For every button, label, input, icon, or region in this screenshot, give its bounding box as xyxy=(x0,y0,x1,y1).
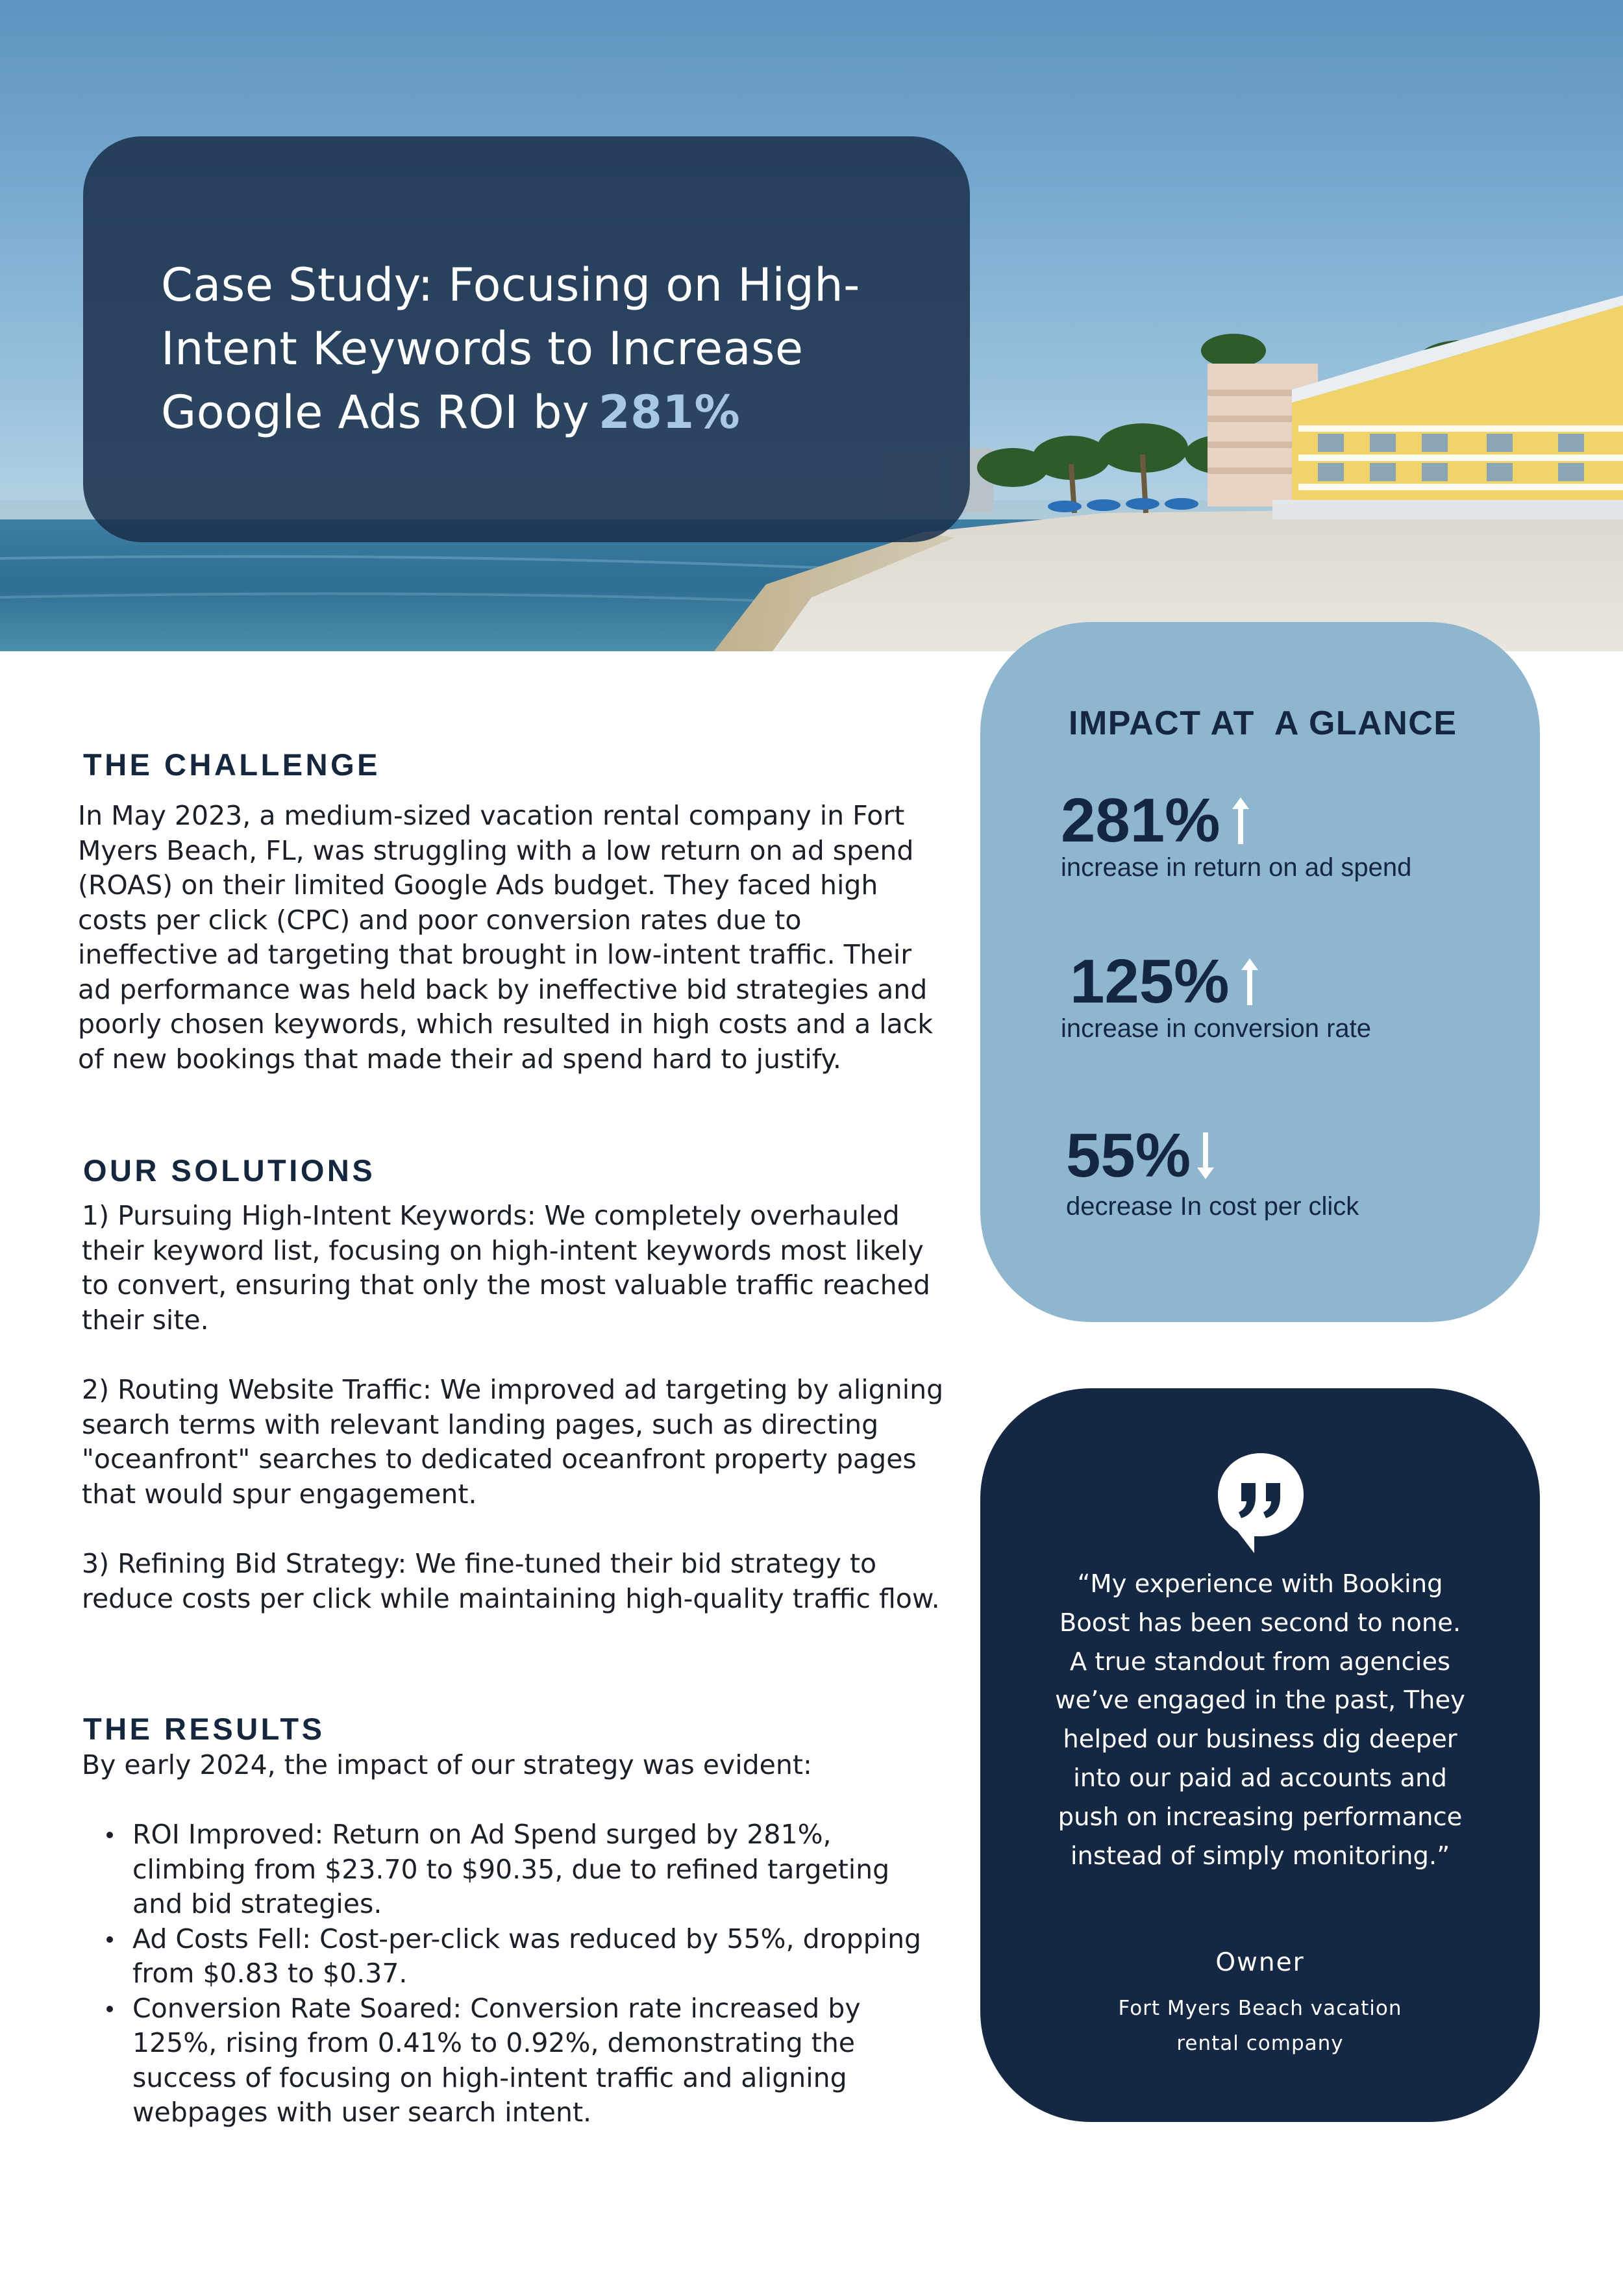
testimonial-card xyxy=(980,1388,1540,2122)
impact-at-a-glance-card xyxy=(980,622,1540,1322)
stat-conversion-value: 125% xyxy=(1070,947,1230,1016)
stat-cpc-label: decrease In cost per click xyxy=(1066,1192,1359,1221)
results-heading: THE RESULTS xyxy=(83,1712,325,1746)
result-bullet-cpc xyxy=(82,1922,945,1991)
hero-banner xyxy=(0,0,1623,651)
title-line-3-text: Google Ads ROI by xyxy=(161,386,589,439)
bullet-dot xyxy=(106,1936,113,1943)
title-line-3 xyxy=(161,381,934,444)
challenge-body: In May 2023, a medium-sized vacation rental company in Fort Myers Beach, FL, was struggling with a low return on ad spend (ROAS) on their limited Google Ads budget. They faced high costs per click (CPC) and poor conversion rates due to ineffective ad targeting that brought in low-intent traffic. Their ad performance was held back by ineffective bid strategies and poorly chosen keywords, which resulted in high costs and a lack of new bookings that made their ad spend hard to justify. xyxy=(78,800,934,1075)
stat-conversion-label: increase in conversion rate xyxy=(1061,1014,1372,1043)
arrow-up-icon xyxy=(1232,797,1249,844)
stat-cpc xyxy=(1066,1121,1214,1190)
case-study-title xyxy=(161,253,934,444)
solution-item-1: 1) Pursuing High-Intent Keywords: We completely overhauled their keyword list, focusing on high-intent keywords most likely to convert, ensuring that only the most valuable traffic reached their site. xyxy=(82,1200,930,1336)
result-bullet-roi xyxy=(82,1817,945,1922)
stat-roas-label: increase in return on ad spend xyxy=(1061,853,1412,882)
title-line-1: Case Study: Focusing on High- xyxy=(161,258,860,312)
title-roi-percentage: 281% xyxy=(598,386,741,439)
stat-conversion xyxy=(1070,947,1258,1016)
stat-roas-value: 281% xyxy=(1061,786,1220,855)
title-card xyxy=(83,136,970,542)
solution-item-3: 3) Refining Bid Strategy: We fine-tuned their bid strategy to reduce costs per click while maintaining high-quality traffic flow. xyxy=(82,1548,940,1614)
bullet-dot xyxy=(106,1832,113,1838)
solution-item-2: 2) Routing Website Traffic: We improved ad targeting by aligning search terms with relevant landing pages, such as directing "oceanfront" searches to dedicated oceanfront property pages that would spur engagement. xyxy=(82,1374,944,1510)
results-intro: By early 2024, the impact of our strategy was evident: xyxy=(82,1749,812,1780)
stat-roas xyxy=(1061,786,1249,855)
testimonial-quote: “My experience with Booking Boost has been second to none. A true standout from agencies we’ve engaged in the past, They helped our business dig deeper into our paid ad accounts and push on increasing performance instead of simply monitoring.” xyxy=(1055,1569,1465,1871)
quote-bubble-icon xyxy=(1215,1451,1306,1554)
result-bullet-cpc-text: Ad Costs Fell: Cost-per-click was reduced by 55%, dropping from $0.83 to $0.37. xyxy=(132,1923,922,1989)
title-line-2: Intent Keywords to Increase xyxy=(161,322,804,375)
solutions-heading: OUR SOLUTIONS xyxy=(83,1153,376,1188)
testimonial-company: Fort Myers Beach vacation rental company xyxy=(1118,1997,1402,2055)
bullet-dot xyxy=(106,2006,113,2012)
impact-title: IMPACT AT A GLANCE xyxy=(1069,705,1457,742)
testimonial-author: Owner xyxy=(1215,1948,1305,1977)
stat-cpc-value: 55% xyxy=(1066,1121,1191,1190)
results-list xyxy=(82,1817,945,2130)
result-bullet-conversion-text: Conversion Rate Soared: Conversion rate increased by 125%, rising from 0.41% to 0.92%, demonstrating the success of focusing on high-intent traffic and aligning webpages with user search intent. xyxy=(132,1992,861,2128)
challenge-heading: THE CHALLENGE xyxy=(83,747,380,782)
arrow-up-icon xyxy=(1241,958,1258,1005)
result-bullet-conversion xyxy=(82,1991,945,2130)
result-bullet-roi-text: ROI Improved: Return on Ad Spend surged by 281%, climbing from $23.70 to $90.35, due to refined targeting and bid strategies. xyxy=(132,1819,890,1919)
arrow-down-icon xyxy=(1197,1132,1214,1179)
